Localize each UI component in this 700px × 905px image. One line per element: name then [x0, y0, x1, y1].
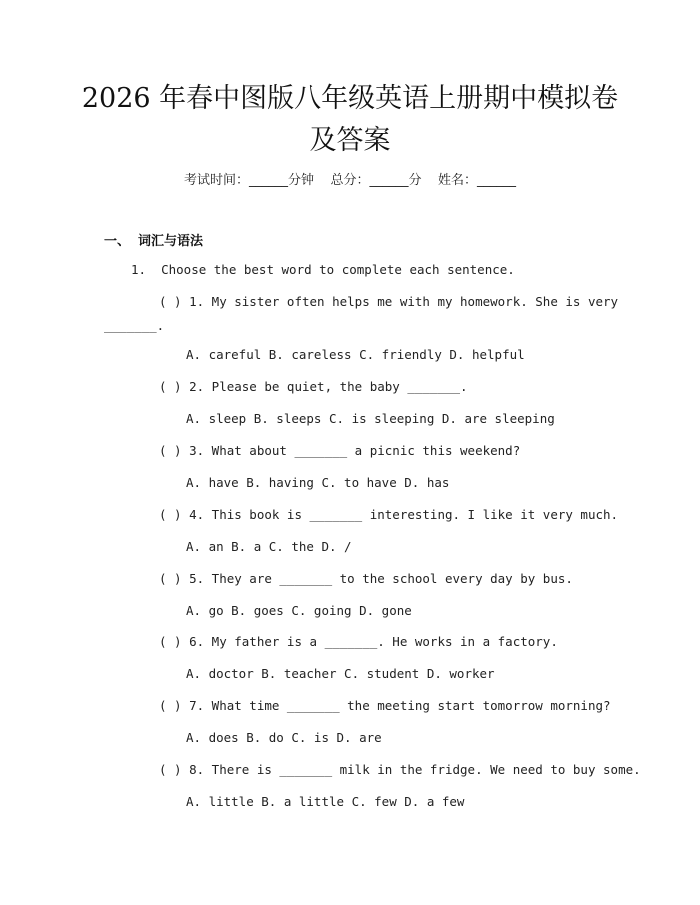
question-6-stem: ( ) 6. My father is a _______. He works in a factory.: [159, 634, 558, 649]
question-6-options: A. doctor B. teacher C. student D. worker: [186, 666, 495, 681]
question-4-stem: ( ) 4. This book is _______ interesting. I like it very much.: [159, 507, 619, 522]
page-title-line-2: 及答案: [309, 125, 391, 156]
page-title: [60, 78, 640, 162]
question-1-options: A. careful B. careless C. friendly D. helpful: [186, 347, 525, 362]
question-2-stem: ( ) 2. Please be quiet, the baby _______.: [159, 379, 468, 394]
question-5-options: A. go B. goes C. going D. gone: [186, 603, 412, 618]
section-heading: [104, 230, 203, 249]
question-5-stem: ( ) 5. They are _______ to the school every day by bus.: [159, 571, 573, 586]
question-8-stem: ( ) 8. There is _______ milk in the fridge. We need to buy some.: [159, 762, 641, 777]
instruction-text: 1. Choose the best word to complete each sentence.: [131, 262, 515, 277]
section-label: 词汇与语法: [138, 234, 204, 249]
question-3-options: A. have B. having C. to have D. has: [186, 475, 450, 490]
question-1-stem: ( ) 1. My sister often helps me with my homework. She is very: [159, 294, 619, 309]
question-2-options: A. sleep B. sleeps C. is sleeping D. are sleeping: [186, 411, 555, 426]
question-3-stem: ( ) 3. What about _______ a picnic this weekend?: [159, 443, 521, 458]
question-8-options: A. little B. a little C. few D. a few: [186, 794, 465, 809]
question-4-options: A. an B. a C. the D. /: [186, 539, 352, 554]
question-1-stem-continued: _______.: [104, 318, 165, 333]
page-title-line-1: 2026 年春中图版八年级英语上册期中模拟卷: [81, 83, 619, 114]
question-7-options: A. does B. do C. is D. are: [186, 730, 382, 745]
exam-info-line: 考试时间：______分钟 总分：______分 姓名：______: [183, 173, 517, 188]
section-number: 一、: [104, 234, 131, 249]
question-7-stem: ( ) 7. What time _______ the meeting start tomorrow morning?: [159, 698, 611, 713]
